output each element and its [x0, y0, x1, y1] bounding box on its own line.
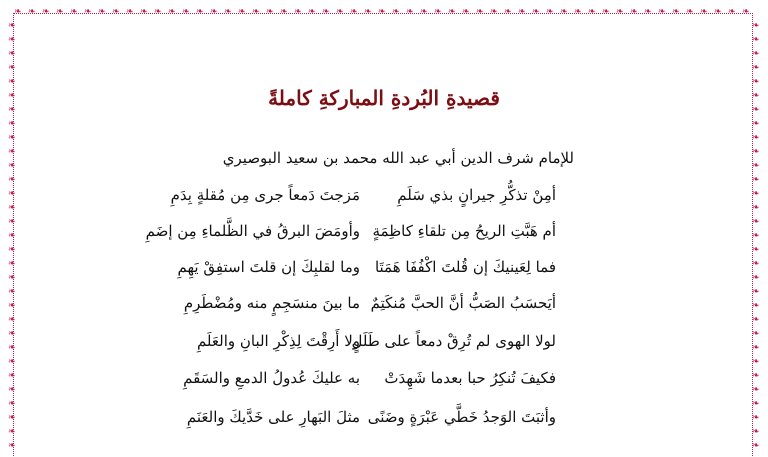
frame-ornament-mark: ❧ — [752, 343, 760, 353]
frame-ornament-mark: ❧ — [8, 49, 16, 59]
frame-ornament-mark: ❧ — [8, 371, 16, 381]
frame-ornament-mark: ❧ — [8, 413, 16, 423]
frame-ornament-mark: ❧ — [752, 427, 760, 437]
frame-ornament-mark: ❧ — [8, 21, 16, 31]
frame-ornament-mark: ❧ — [280, 7, 288, 17]
verse-line — [0, 186, 768, 220]
frame-ornament-mark: ❧ — [8, 147, 16, 157]
verse-second-hemistich: به عليكَ عُدولُ الدمعِ والسَقَمِ — [183, 369, 360, 387]
frame-ornament-mark: ❧ — [8, 35, 16, 45]
frame-ornament-mark: ❧ — [182, 7, 190, 17]
frame-ornament-mark: ❧ — [154, 7, 162, 17]
frame-ornament-mark: ❧ — [42, 7, 50, 17]
frame-ornament-mark: ❧ — [364, 7, 372, 17]
frame-ornament-mark: ❧ — [546, 7, 554, 17]
frame-ornament-mark: ❧ — [70, 7, 78, 17]
frame-ornament-mark: ❧ — [8, 259, 16, 269]
frame-ornament-mark: ❧ — [752, 189, 760, 199]
frame-ornament-mark: ❧ — [752, 35, 760, 45]
verse-second-hemistich: وأومَضَ البرقُ في الظَّلماءِ مِن إضَمِ — [145, 222, 360, 240]
frame-ornament-mark: ❧ — [140, 7, 148, 17]
frame-ornament-mark: ❧ — [8, 385, 16, 395]
frame-ornament-mark: ❧ — [56, 7, 64, 17]
frame-ornament-mark: ❧ — [434, 7, 442, 17]
frame-ornament-mark: ❧ — [616, 7, 624, 17]
frame-ornament-mark: ❧ — [752, 21, 760, 31]
frame-ornament-mark: ❧ — [490, 7, 498, 17]
frame-ornament-mark: ❧ — [532, 7, 540, 17]
frame-ornament-mark: ❧ — [8, 287, 16, 297]
frame-ornament-mark: ❧ — [98, 7, 106, 17]
verse-first-hemistich: فكيفَ تُنكِرُ حبا بعدما شَهِدَتْ — [384, 369, 556, 387]
frame-ornament-mark: ❧ — [8, 91, 16, 101]
frame-ornament-mark: ❧ — [210, 7, 218, 17]
frame-ornament-mark: ❧ — [752, 161, 760, 171]
frame-ornament-mark: ❧ — [686, 7, 694, 17]
poem-title: قصيدةِ البُردةِ المباركةِ كاملةً — [268, 86, 500, 110]
frame-ornament-mark: ❧ — [8, 399, 16, 409]
frame-ornament-mark: ❧ — [8, 245, 16, 255]
frame-ornament-mark: ❧ — [252, 7, 260, 17]
frame-ornament-mark: ❧ — [8, 273, 16, 283]
frame-ornament-mark: ❧ — [8, 63, 16, 73]
frame-ornament-mark: ❧ — [8, 315, 16, 325]
frame-ornament-mark: ❧ — [700, 7, 708, 17]
verse-line — [0, 222, 768, 256]
verse-second-hemistich: وما لقلبِكَ إن قلتَ استفِقْ يَهِمِ — [177, 258, 360, 276]
verse-second-hemistich: ما بينَ منسَجِمٍ منه ومُضْطَرِمِ — [183, 294, 360, 312]
frame-ornament-mark: ❧ — [294, 7, 302, 17]
frame-ornament-mark: ❧ — [752, 273, 760, 283]
frame-ornament-mark: ❧ — [672, 7, 680, 17]
frame-ornament-mark: ❧ — [752, 217, 760, 227]
verse-first-hemistich: لولا الهوى لم تُرِقْ دمعاً على طَلَلٍ — [351, 332, 556, 350]
frame-ornament-mark: ❧ — [574, 7, 582, 17]
verse-second-hemistich: مَزجتَ دَمعاً جرى مِن مُقلةٍ بِدَمِ — [170, 186, 360, 204]
frame-ornament-mark: ❧ — [752, 259, 760, 269]
frame-ornament-mark: ❧ — [168, 7, 176, 17]
frame-ornament-mark: ❧ — [126, 7, 134, 17]
frame-ornament-mark: ❧ — [752, 49, 760, 59]
frame-ornament-mark: ❧ — [752, 77, 760, 87]
frame-ornament-mark: ❧ — [752, 119, 760, 129]
frame-ornament-mark: ❧ — [196, 7, 204, 17]
frame-ornament-mark: ❧ — [504, 7, 512, 17]
frame-ornament-mark: ❧ — [752, 175, 760, 185]
frame-ornament-mark: ❧ — [518, 7, 526, 17]
frame-ornament-mark: ❧ — [84, 7, 92, 17]
frame-ornament-mark: ❧ — [392, 7, 400, 17]
verse-first-hemistich: وأثبَتَ الوَجدُ خَطَّي عَبْرَةٍ وضَنًى — [367, 408, 556, 426]
frame-ornament-mark: ❧ — [8, 427, 16, 437]
frame-ornament-mark: ❧ — [8, 105, 16, 115]
frame-ornament-mark: ❧ — [752, 441, 760, 451]
frame-ornament-mark: ❧ — [8, 203, 16, 213]
verse-line — [0, 369, 768, 403]
frame-ornament-mark: ❧ — [8, 119, 16, 129]
frame-ornament-mark: ❧ — [448, 7, 456, 17]
frame-ornament-mark: ❧ — [224, 7, 232, 17]
frame-ornament-mark: ❧ — [8, 77, 16, 87]
frame-ornament-mark: ❧ — [406, 7, 414, 17]
frame-ornament-mark: ❧ — [752, 147, 760, 157]
frame-ornament-mark: ❧ — [8, 441, 16, 451]
frame-ornament-mark: ❧ — [752, 385, 760, 395]
frame-ornament-mark: ❧ — [14, 7, 22, 17]
verse-first-hemistich: أمِنْ تذكُّرِ جيرانٍ بذي سَلَمِ — [397, 186, 556, 204]
frame-ornament-mark: ❧ — [8, 357, 16, 367]
verse-line — [0, 258, 768, 292]
frame-ornament-mark: ❧ — [752, 245, 760, 255]
frame-ornament-mark: ❧ — [476, 7, 484, 17]
frame-ornament-mark: ❧ — [112, 7, 120, 17]
verse-line — [0, 408, 768, 442]
frame-ornament-mark: ❧ — [8, 329, 16, 339]
frame-ornament-mark: ❧ — [752, 231, 760, 241]
frame-ornament-mark: ❧ — [28, 7, 36, 17]
verse-first-hemistich: أم هَبَّتِ الريحُ مِن تلقاءِ كاظِمَةٍ — [372, 222, 556, 240]
verse-first-hemistich: فما لِعَينيكَ إن قُلتَ اكْفُفَا هَمَتَا — [374, 258, 556, 276]
frame-ornament-mark: ❧ — [8, 133, 16, 143]
frame-ornament-mark: ❧ — [658, 7, 666, 17]
frame-ornament-mark: ❧ — [742, 7, 750, 17]
frame-ornament-mark: ❧ — [752, 357, 760, 367]
verse-first-hemistich: أيَحسَبُ الصَبُّ أنَّ الحبَّ مُنكَتِمٌ — [370, 294, 556, 312]
frame-ornament-mark: ❧ — [602, 7, 610, 17]
frame-ornament-mark: ❧ — [752, 399, 760, 409]
frame-ornament-mark: ❧ — [752, 301, 760, 311]
frame-ornament-mark: ❧ — [752, 371, 760, 381]
frame-ornament-mark: ❧ — [714, 7, 722, 17]
poem-author: للإمام شرف الدين أبي عبد الله محمد بن سعيد البوصيري — [222, 149, 574, 167]
frame-ornament-mark: ❧ — [378, 7, 386, 17]
verse-second-hemistich: ولا أَرِقْتَ لِذِكْرِ البانِ والعَلَمِ — [196, 332, 360, 350]
frame-ornament-mark: ❧ — [752, 91, 760, 101]
frame-ornament-mark: ❧ — [752, 203, 760, 213]
verse-second-hemistich: مثلَ البَهارِ على خَدَّيكَ والعَنَمِ — [186, 408, 360, 426]
frame-ornament-mark: ❧ — [8, 175, 16, 185]
frame-ornament-mark: ❧ — [752, 133, 760, 143]
frame-ornament-mark: ❧ — [8, 343, 16, 353]
frame-ornament-mark: ❧ — [322, 7, 330, 17]
frame-ornament-mark: ❧ — [266, 7, 274, 17]
frame-ornament-mark: ❧ — [630, 7, 638, 17]
frame-ornament-mark: ❧ — [752, 287, 760, 297]
frame-ornament-mark: ❧ — [336, 7, 344, 17]
verse-line — [0, 329, 768, 366]
verse-line — [0, 294, 768, 328]
frame-ornament-mark: ❧ — [752, 105, 760, 115]
frame-ornament-mark: ❧ — [350, 7, 358, 17]
frame-ornament-mark: ❧ — [8, 161, 16, 171]
frame-ornament-mark: ❧ — [752, 413, 760, 423]
frame-ornament-mark: ❧ — [462, 7, 470, 17]
frame-ornament-mark: ❧ — [238, 7, 246, 17]
frame-ornament-mark: ❧ — [8, 301, 16, 311]
frame-ornament-mark: ❧ — [308, 7, 316, 17]
frame-ornament-mark: ❧ — [752, 315, 760, 325]
frame-ornament-mark: ❧ — [588, 7, 596, 17]
frame-ornament-mark: ❧ — [8, 189, 16, 199]
frame-ornament-mark: ❧ — [728, 7, 736, 17]
frame-ornament-mark: ❧ — [644, 7, 652, 17]
frame-ornament-mark: ❧ — [752, 63, 760, 73]
frame-ornament-mark: ❧ — [752, 329, 760, 339]
frame-ornament-mark: ❧ — [8, 231, 16, 241]
frame-ornament-mark: ❧ — [8, 217, 16, 227]
frame-ornament-mark: ❧ — [560, 7, 568, 17]
frame-ornament-mark: ❧ — [420, 7, 428, 17]
